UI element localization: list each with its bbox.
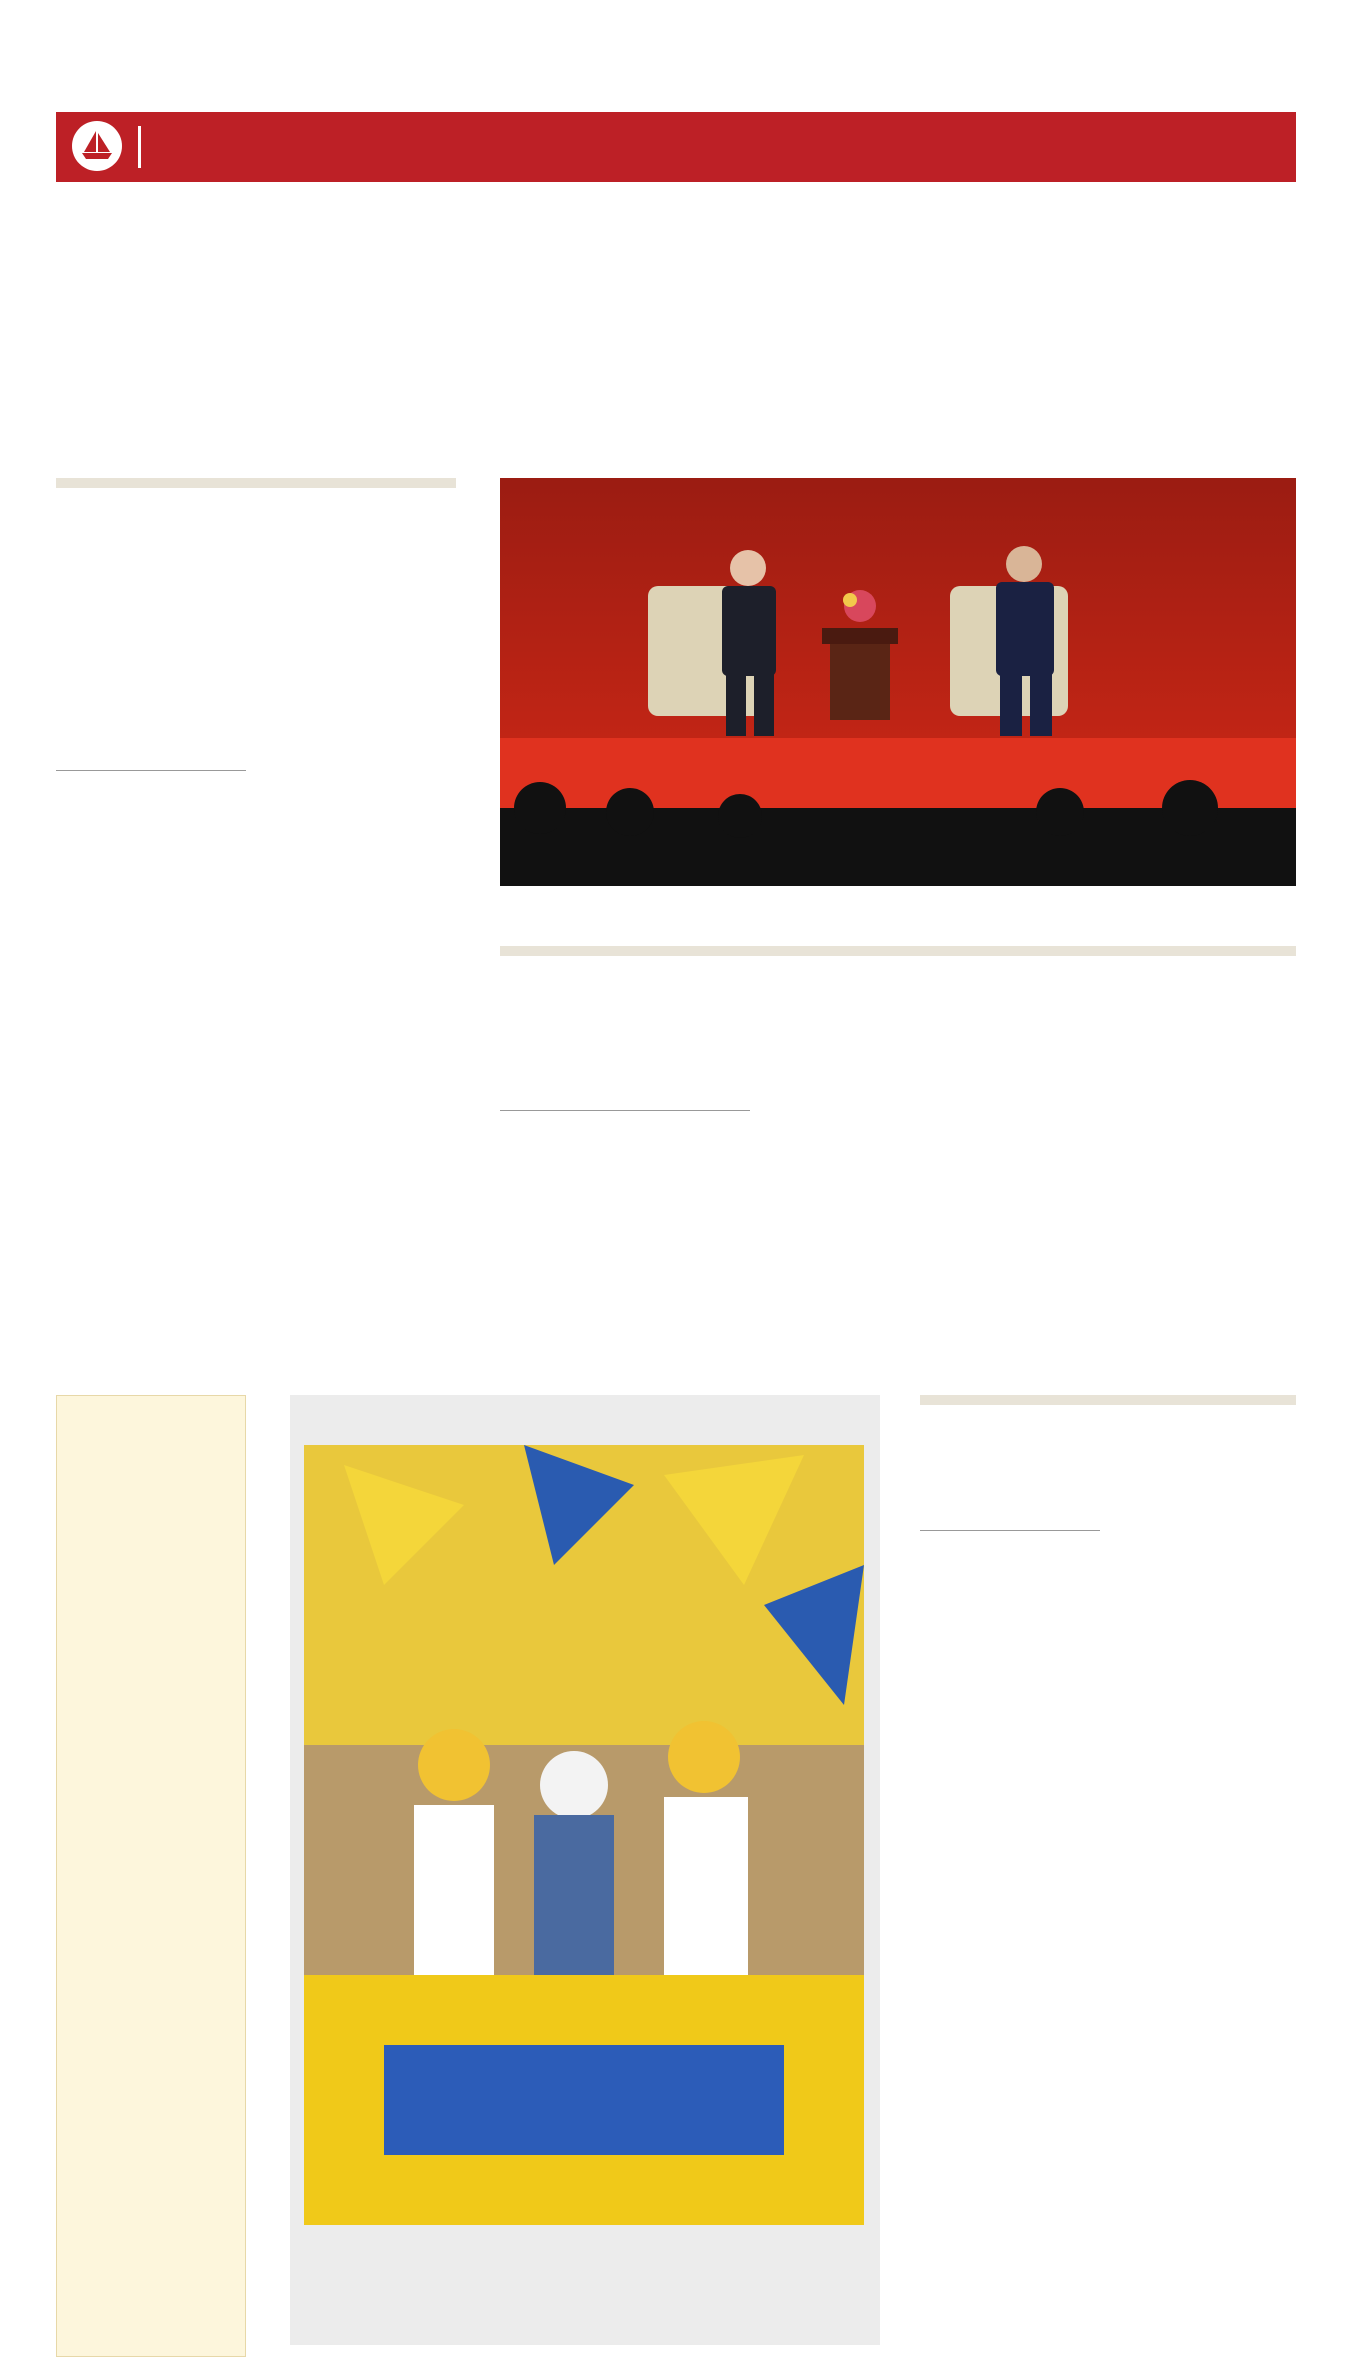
xi-putin-photo: [500, 478, 1296, 886]
modi-col1: [920, 1576, 1100, 1578]
brief-discovery: [370, 210, 666, 220]
section-rule: [56, 478, 456, 488]
aap-photo-box: [290, 1395, 880, 2345]
philippine-col1: [56, 816, 246, 818]
dropcap: [56, 816, 60, 818]
dropcap: [920, 1576, 924, 1578]
ship-logo-icon: [72, 121, 122, 171]
philippine-byline: [56, 764, 246, 771]
section-rule: [500, 946, 1296, 956]
banner-divider: [138, 126, 141, 168]
xi-putin-col1: [500, 1154, 750, 1156]
brief-disaster: [686, 210, 982, 220]
aap-roadshow-photo: [304, 1445, 864, 2225]
section-banner: [56, 112, 1296, 182]
modi-byline: [920, 1524, 1100, 1531]
business-box: [56, 1395, 246, 2357]
section-rule: [920, 1395, 1296, 1405]
dropcap: [500, 1154, 504, 1156]
xi-putin-byline: [500, 1104, 750, 1111]
brief-law-and-order: [56, 210, 352, 220]
brief-crackdown: [1000, 210, 1296, 220]
